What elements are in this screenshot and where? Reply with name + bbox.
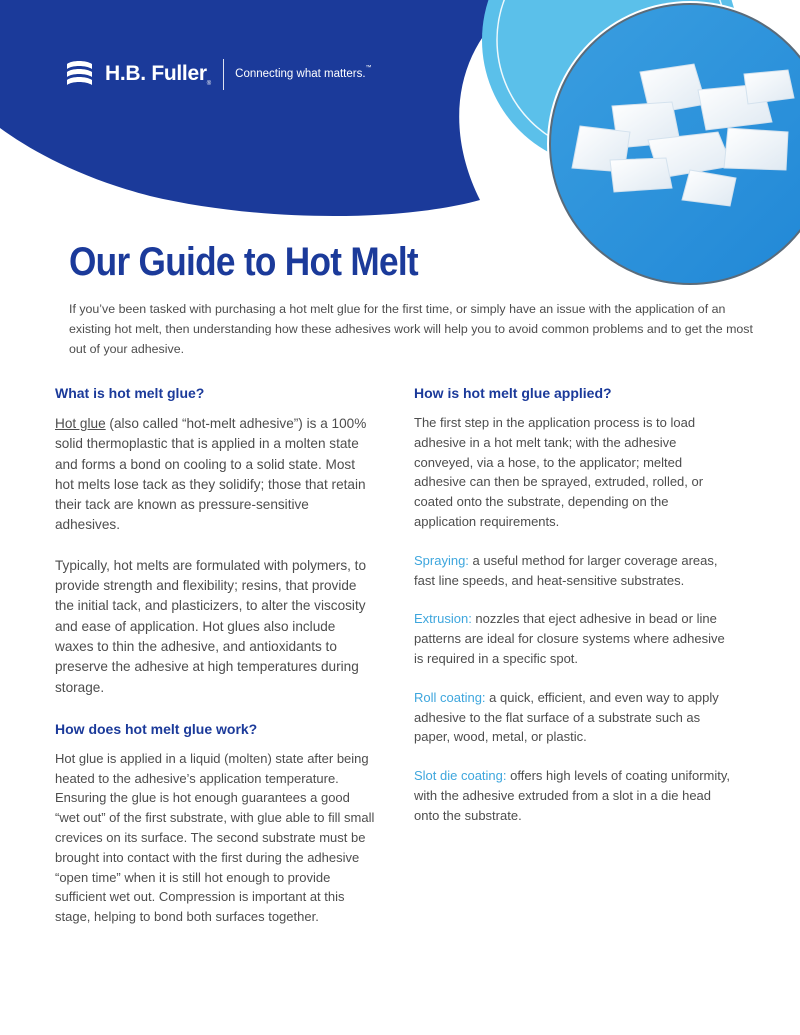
left-column [55,383,375,927]
method-roll-coating: Roll coating: a quick, efficient, and even way to apply adhesive to the flat surface of a substrate such as paper, wood, metal, or plastic. [414,689,719,745]
how-applied-intro: The first step in the application process is to load adhesive in a hot melt tank; with the adhesive conveyed, via a hose, to the applicator; melted adhesive can then be sprayed, extruded, rolled, or coated onto the substrate, depending on the application requirements. [414,415,704,529]
blue-header-shape [0,0,520,216]
logo-divider [223,59,224,90]
registered-mark: ® [206,81,212,87]
method-term: Slot die coating: [414,768,507,784]
method-extrusion: Extrusion: nozzles that eject adhesive in bead or line patterns are ideal for closure systems where adhesive is required in a specific spot. [414,611,725,666]
brand-name: H.B. Fuller [105,62,207,85]
what-is-paragraph-2: Typically, hot melts are formulated with polymers, to provide strength and flexibility; resins, that provide the initial tack, and plasticizers, to alter the viscosity and ease of application. Hot glues also include waxes to thin the adhesive, and antioxidants to preserve the adhesive at high temperatures during storage. [55,557,367,695]
intro-paragraph: If you’ve been tasked with purchasing a hot melt glue for the first time, or simply have an issue with the application of an existing hot melt, then understanding how these adhesives work will help you to avoid common problems and to get the most out of your adhesive. [69,302,753,356]
page-title: Our Guide to Hot Melt [69,240,418,284]
trademark-mark: ™ [365,65,372,71]
hb-fuller-logo [64,57,372,91]
section-heading-how-work: How does hot melt glue work? [55,720,258,737]
method-term: Extrusion: [414,611,472,627]
how-work-paragraph: Hot glue is applied in a liquid (molten) state after being heated to the adhesive’s application temperature. Ensuring the glue is hot enough guarantees a good “wet out” of the first substrate, with glue able to fill small crevices on its surface. The second substrate must be brought into contact with the first during the adhesive “open time” when it is still hot enough to provide sufficient wet out. Compression is important at this stage, helping to bond both surfaces together. [55,750,375,925]
section-heading-what-is: What is hot melt glue? [55,385,205,401]
right-column [414,383,734,826]
hb-fuller-logo-icon [64,58,96,90]
method-slot-die-coating: Slot die coating: offers high levels of coating uniformity, with the adhesive extruded from a slot in a die head onto the substrate. [414,768,731,823]
method-term: Spraying: [414,552,469,568]
method-spraying: Spraying: a useful method for larger coverage areas, fast line speeds, and heat-sensitive substrates. [414,552,718,588]
section-heading-how-applied: How is hot melt glue applied? [414,385,612,401]
brand-tagline: Connecting what matters. [235,68,366,80]
hot-glue-link[interactable]: Hot glue [55,416,106,431]
what-is-paragraph-1: Hot glue (also called “hot-melt adhesive”) is a 100% solid thermoplastic that is applied in a molten state and forms a bond on cooling to a solid state. Most hot melts lose tack as they solidify; those that retain their tack are known as pressure-sensitive adhesives. [55,416,367,533]
method-term: Roll coating: [414,689,486,705]
